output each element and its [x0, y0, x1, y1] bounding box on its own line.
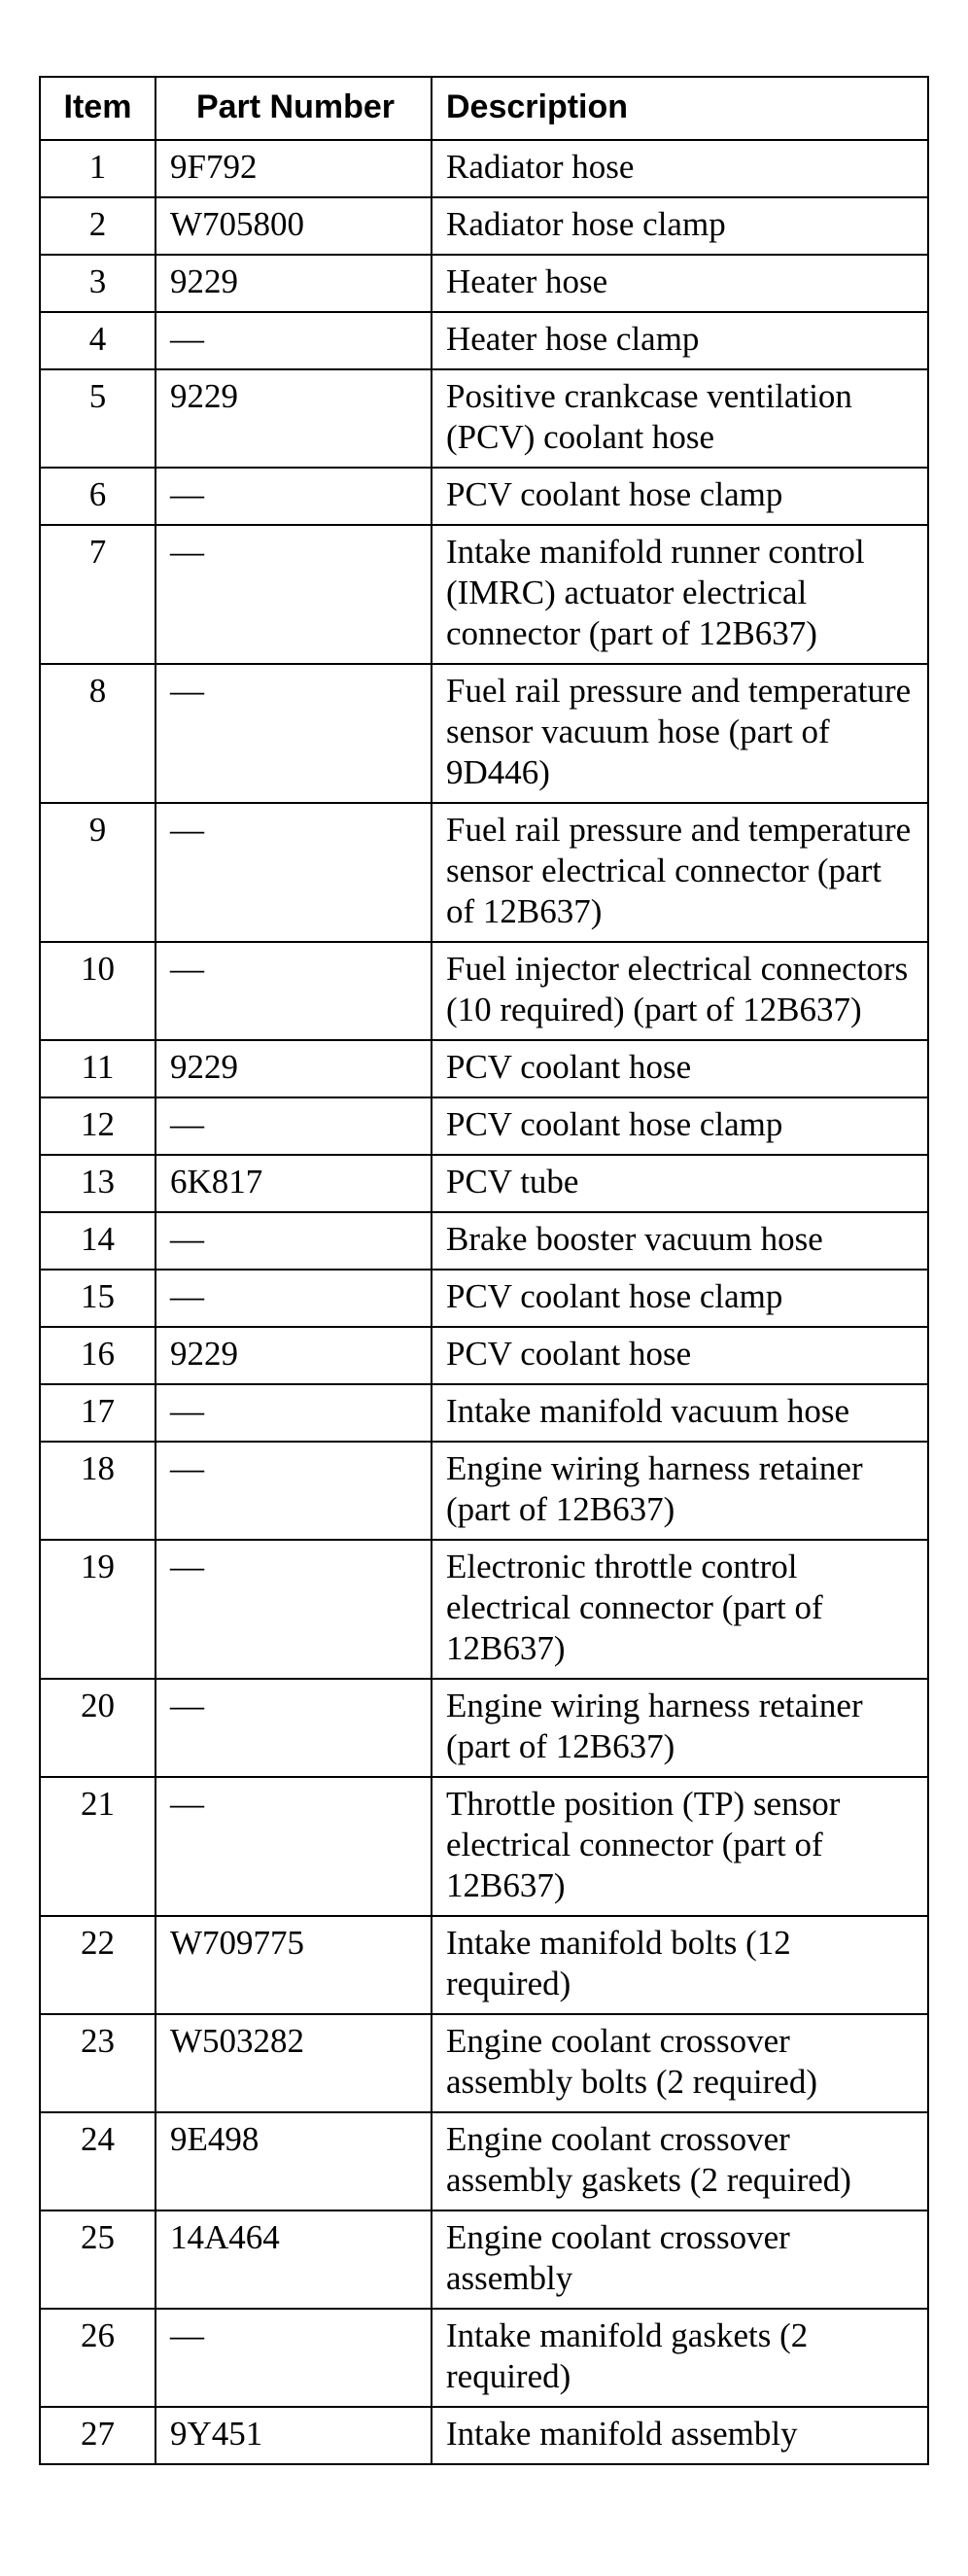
table-row: [40, 1384, 928, 1442]
description-cell: PCV coolant hose: [432, 1327, 928, 1384]
table-row: [40, 1442, 928, 1540]
part-number-cell: W705800: [156, 197, 432, 255]
table-row: [40, 2210, 928, 2309]
part-number-cell: 9E498: [156, 2112, 432, 2210]
header-item: Item: [40, 77, 156, 140]
item-number-cell: 9: [40, 803, 156, 942]
table-row: [40, 664, 928, 803]
table-body: [40, 140, 928, 2464]
table-row: [40, 197, 928, 255]
item-number-cell: 23: [40, 2014, 156, 2112]
item-number-cell: 25: [40, 2210, 156, 2309]
part-number-cell: —: [156, 312, 432, 369]
description-cell: Heater hose clamp: [432, 312, 928, 369]
item-number-cell: 1: [40, 140, 156, 197]
part-number-cell: —: [156, 1384, 432, 1442]
part-number-cell: 9Y451: [156, 2407, 432, 2464]
description-cell: Electronic throttle control electrical connector (part of 12B637): [432, 1540, 928, 1679]
table-row: [40, 255, 928, 312]
description-cell: Fuel injector electrical connectors (10 required) (part of 12B637): [432, 942, 928, 1040]
item-number-cell: 3: [40, 255, 156, 312]
table-row: [40, 2407, 928, 2464]
item-number-cell: 20: [40, 1679, 156, 1777]
part-number-cell: —: [156, 468, 432, 525]
description-cell: PCV coolant hose clamp: [432, 1097, 928, 1155]
item-number-cell: 18: [40, 1442, 156, 1540]
part-number-cell: —: [156, 803, 432, 942]
description-cell: PCV coolant hose clamp: [432, 1270, 928, 1327]
part-number-cell: —: [156, 2309, 432, 2407]
table-row: [40, 1679, 928, 1777]
table-row: [40, 1097, 928, 1155]
description-cell: Intake manifold runner control (IMRC) actuator electrical connector (part of 12B637): [432, 525, 928, 664]
part-number-cell: 9F792: [156, 140, 432, 197]
description-cell: Engine coolant crossover assembly bolts (2 required): [432, 2014, 928, 2112]
part-number-cell: 6K817: [156, 1155, 432, 1212]
description-cell: Intake manifold assembly: [432, 2407, 928, 2464]
table-row: [40, 1540, 928, 1679]
item-number-cell: 4: [40, 312, 156, 369]
part-number-cell: —: [156, 1540, 432, 1679]
item-number-cell: 2: [40, 197, 156, 255]
table-row: [40, 468, 928, 525]
item-number-cell: 13: [40, 1155, 156, 1212]
table-header: [40, 77, 928, 140]
description-cell: Engine coolant crossover assembly: [432, 2210, 928, 2309]
item-number-cell: 21: [40, 1777, 156, 1916]
table-row: [40, 803, 928, 942]
part-number-cell: —: [156, 1442, 432, 1540]
table-row: [40, 2112, 928, 2210]
header-description: Description: [432, 77, 928, 140]
item-number-cell: 17: [40, 1384, 156, 1442]
item-number-cell: 19: [40, 1540, 156, 1679]
description-cell: Positive crankcase ventilation (PCV) coolant hose: [432, 369, 928, 468]
description-cell: Engine wiring harness retainer (part of 12B637): [432, 1679, 928, 1777]
header-row: [40, 77, 928, 140]
table-row: [40, 1212, 928, 1270]
item-number-cell: 15: [40, 1270, 156, 1327]
part-number-cell: 9229: [156, 369, 432, 468]
table-row: [40, 369, 928, 468]
description-cell: Intake manifold gaskets (2 required): [432, 2309, 928, 2407]
description-cell: Throttle position (TP) sensor electrical connector (part of 12B637): [432, 1777, 928, 1916]
part-number-cell: 9229: [156, 255, 432, 312]
table-row: [40, 2309, 928, 2407]
item-number-cell: 7: [40, 525, 156, 664]
table-row: [40, 525, 928, 664]
item-number-cell: 8: [40, 664, 156, 803]
item-number-cell: 22: [40, 1916, 156, 2014]
description-cell: Heater hose: [432, 255, 928, 312]
description-cell: Fuel rail pressure and temperature sensor electrical connector (part of 12B637): [432, 803, 928, 942]
table-row: [40, 1777, 928, 1916]
table-row: [40, 312, 928, 369]
description-cell: Intake manifold bolts (12 required): [432, 1916, 928, 2014]
item-number-cell: 26: [40, 2309, 156, 2407]
table-row: [40, 1916, 928, 2014]
part-number-cell: —: [156, 664, 432, 803]
item-number-cell: 14: [40, 1212, 156, 1270]
description-cell: Fuel rail pressure and temperature sensor vacuum hose (part of 9D446): [432, 664, 928, 803]
table-row: [40, 2014, 928, 2112]
item-number-cell: 27: [40, 2407, 156, 2464]
item-number-cell: 11: [40, 1040, 156, 1097]
table-row: [40, 1155, 928, 1212]
header-part-number: Part Number: [156, 77, 432, 140]
description-cell: PCV tube: [432, 1155, 928, 1212]
part-number-cell: 9229: [156, 1327, 432, 1384]
part-number-cell: —: [156, 1679, 432, 1777]
item-number-cell: 16: [40, 1327, 156, 1384]
description-cell: Intake manifold vacuum hose: [432, 1384, 928, 1442]
part-number-cell: —: [156, 1270, 432, 1327]
table-row: [40, 1040, 928, 1097]
description-cell: PCV coolant hose clamp: [432, 468, 928, 525]
description-cell: Engine wiring harness retainer (part of 12B637): [432, 1442, 928, 1540]
part-number-cell: —: [156, 942, 432, 1040]
part-number-cell: W503282: [156, 2014, 432, 2112]
description-cell: Radiator hose: [432, 140, 928, 197]
table-row: [40, 1270, 928, 1327]
part-number-cell: 9229: [156, 1040, 432, 1097]
description-cell: Engine coolant crossover assembly gaskets (2 required): [432, 2112, 928, 2210]
item-number-cell: 24: [40, 2112, 156, 2210]
table-row: [40, 140, 928, 197]
table-row: [40, 942, 928, 1040]
description-cell: PCV coolant hose: [432, 1040, 928, 1097]
part-number-cell: —: [156, 1212, 432, 1270]
description-cell: Brake booster vacuum hose: [432, 1212, 928, 1270]
part-number-cell: —: [156, 525, 432, 664]
item-number-cell: 12: [40, 1097, 156, 1155]
table-row: [40, 1327, 928, 1384]
item-number-cell: 10: [40, 942, 156, 1040]
part-number-cell: —: [156, 1097, 432, 1155]
description-cell: Radiator hose clamp: [432, 197, 928, 255]
part-number-cell: —: [156, 1777, 432, 1916]
item-number-cell: 6: [40, 468, 156, 525]
parts-table: [39, 76, 929, 2465]
item-number-cell: 5: [40, 369, 156, 468]
part-number-cell: W709775: [156, 1916, 432, 2014]
part-number-cell: 14A464: [156, 2210, 432, 2309]
